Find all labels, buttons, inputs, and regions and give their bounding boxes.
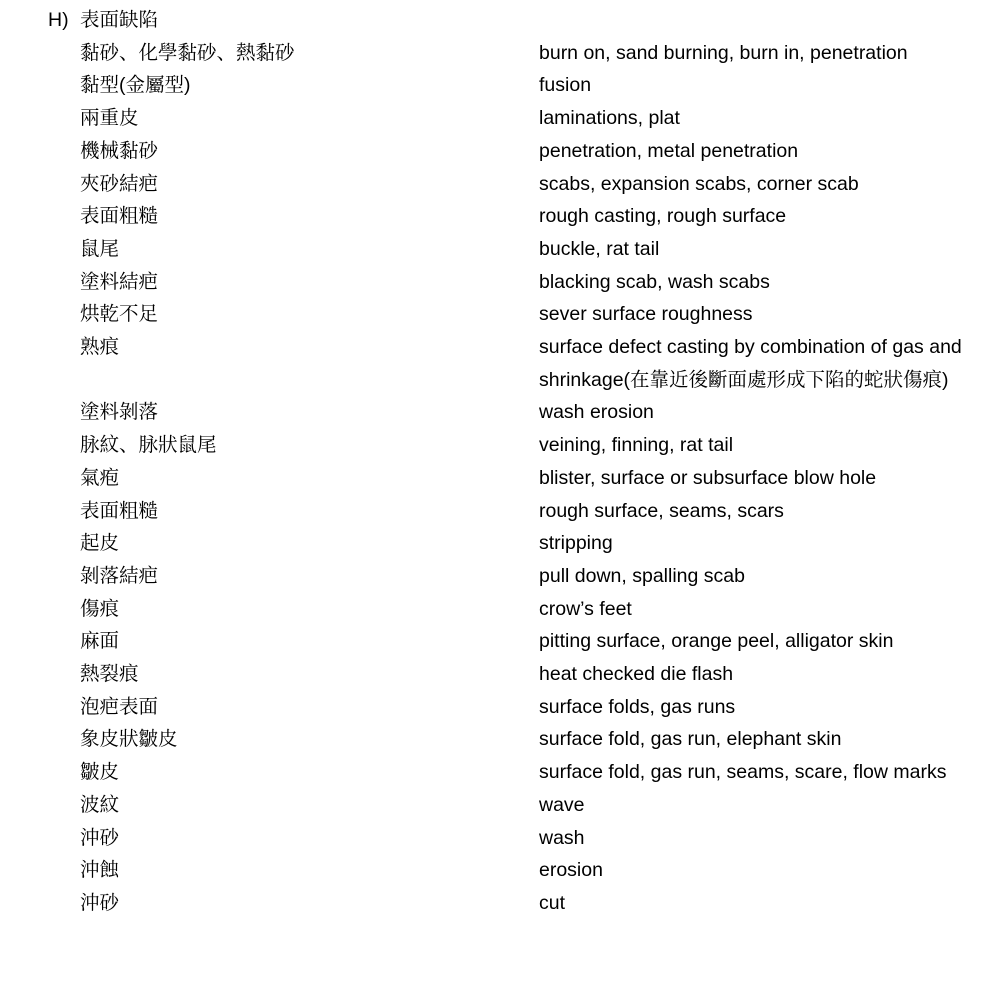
term-zh: 表面粗糙 [80, 205, 159, 228]
term-zh: 波紋 [80, 793, 120, 816]
term-zh: 起皮 [80, 532, 120, 555]
term-en: veining, finning, rat tail [539, 434, 734, 457]
glossary-row [80, 593, 1000, 626]
section-header [48, 4, 1000, 37]
glossary-row [80, 495, 1000, 528]
glossary-row [80, 266, 1000, 299]
glossary-row [80, 69, 1000, 102]
section-title: 表面缺陷 [80, 9, 159, 31]
term-en: pull down, spalling scab [539, 564, 745, 587]
glossary-row [80, 331, 1000, 396]
glossary-row [80, 756, 1000, 789]
term-en: blacking scab, wash scabs [539, 270, 770, 293]
glossary-row [80, 135, 1000, 168]
term-en: blister, surface or subsurface blow hole [539, 466, 877, 489]
glossary-row [80, 854, 1000, 887]
term-en: pitting surface, orange peel, alligator skin [539, 630, 894, 653]
glossary-row [80, 200, 1000, 233]
term-en: rough surface, seams, scars [539, 499, 784, 522]
term-en: heat checked die flash [539, 663, 734, 686]
term-en: wash [539, 826, 585, 849]
glossary-row [80, 723, 1000, 756]
glossary-row [80, 887, 1000, 920]
section-label: H) [48, 9, 69, 31]
term-zh: 象皮狀皺皮 [80, 728, 178, 751]
term-zh: 表面粗糙 [80, 499, 159, 522]
term-zh: 沖砂 [80, 826, 120, 849]
term-zh: 脉紋、脉狀鼠尾 [80, 434, 217, 457]
glossary-row [80, 789, 1000, 822]
term-en: crow’s feet [539, 597, 632, 620]
term-zh: 烘乾不足 [80, 303, 159, 326]
glossary-row [80, 396, 1000, 429]
glossary-rows [80, 37, 1000, 920]
term-en: penetration, metal penetration [539, 139, 799, 162]
term-en: wash erosion [539, 401, 654, 424]
term-en: erosion [539, 859, 603, 882]
term-zh: 沖蝕 [80, 859, 120, 882]
term-zh: 黏砂、化學黏砂、熱黏砂 [80, 41, 295, 64]
term-zh: 熟痕 [80, 336, 120, 359]
term-zh: 氣疱 [80, 466, 120, 489]
term-zh: 塗料剝落 [80, 401, 159, 424]
term-zh: 沖砂 [80, 891, 120, 914]
term-en: cut [539, 891, 566, 914]
term-en: rough casting, rough surface [539, 205, 787, 228]
term-zh: 機械黏砂 [80, 139, 159, 162]
term-en: surface fold, gas run, seams, scare, flow marks [539, 761, 947, 784]
term-zh: 兩重皮 [80, 107, 139, 130]
term-zh: 麻面 [80, 630, 120, 653]
glossary-row [80, 625, 1000, 658]
glossary-row [80, 168, 1000, 201]
term-en: surface folds, gas runs [539, 695, 736, 718]
glossary-row [80, 102, 1000, 135]
glossary-row [80, 429, 1000, 462]
term-en: surface defect casting by combination of gas and shrinkage(在靠近後斷面處形成下陷的蛇狀傷痕) [539, 336, 962, 391]
term-zh: 皺皮 [80, 761, 120, 784]
glossary-row [80, 233, 1000, 266]
glossary-row [80, 37, 1000, 70]
term-en: wave [539, 793, 585, 816]
glossary-row [80, 560, 1000, 593]
term-zh: 鼠尾 [80, 237, 120, 260]
term-zh: 黏型(金屬型) [80, 74, 191, 97]
term-en: buckle, rat tail [539, 237, 660, 260]
term-en: fusion [539, 74, 592, 97]
term-en: stripping [539, 532, 613, 555]
term-zh: 傷痕 [80, 597, 120, 620]
term-en: sever surface roughness [539, 303, 753, 326]
glossary-row [80, 691, 1000, 724]
term-zh: 夾砂結疤 [80, 172, 159, 195]
term-zh: 熱裂痕 [80, 663, 139, 686]
term-en: burn on, sand burning, burn in, penetration [539, 41, 908, 64]
glossary-row [80, 527, 1000, 560]
term-en: surface fold, gas run, elephant skin [539, 728, 842, 751]
term-zh: 塗料結疤 [80, 270, 159, 293]
term-en: laminations, plat [539, 107, 680, 130]
glossary-row [80, 822, 1000, 855]
glossary-row [80, 658, 1000, 691]
term-zh: 剝落結疤 [80, 564, 159, 587]
glossary-row [80, 298, 1000, 331]
term-zh: 泡疤表面 [80, 695, 159, 718]
glossary-row [80, 462, 1000, 495]
term-en: scabs, expansion scabs, corner scab [539, 172, 859, 195]
